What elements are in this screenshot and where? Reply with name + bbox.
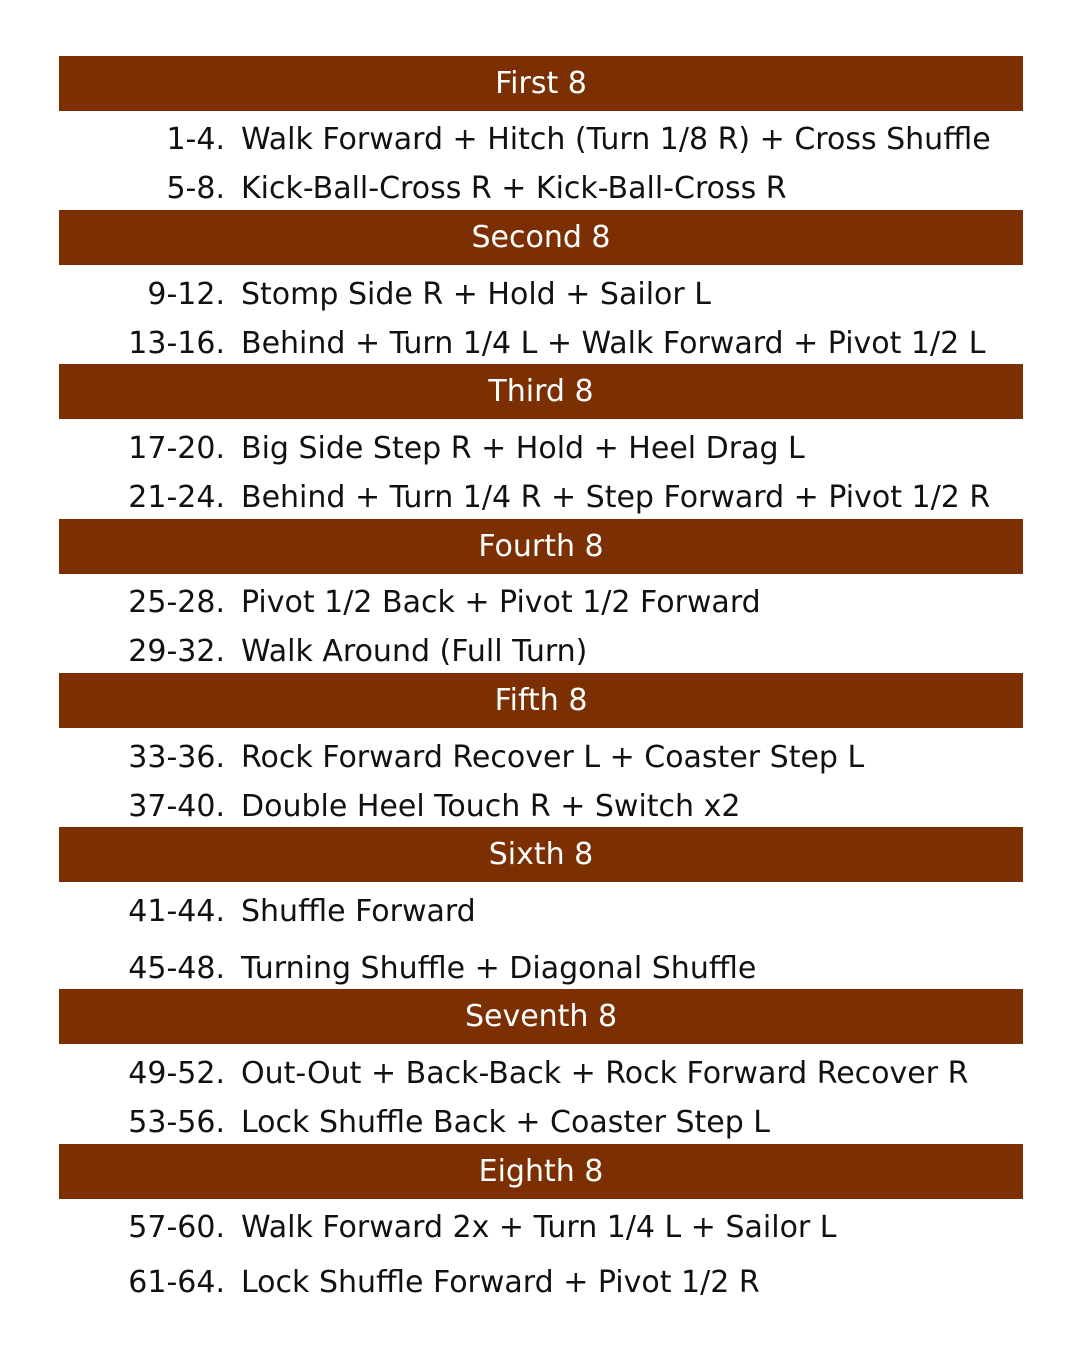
step-description: Behind + Turn 1/4 L + Walk Forward + Pivot 1/2 L (241, 326, 986, 361)
section-header: Second 8 (59, 210, 1023, 265)
step-description: Lock Shuffle Back + Coaster Step L (241, 1105, 771, 1140)
step-row (0, 949, 1080, 989)
step-counts: 53-56. (128, 1105, 225, 1140)
section-header: Eighth 8 (59, 1144, 1023, 1199)
step-row (0, 892, 1080, 932)
step-counts: 33-36. (128, 740, 225, 775)
step-row (0, 478, 1080, 518)
step-counts: 45-48. (128, 951, 225, 986)
step-row (0, 1263, 1080, 1303)
section-header: Fifth 8 (59, 673, 1023, 728)
step-counts: 49-52. (128, 1056, 225, 1091)
section-header: Third 8 (59, 364, 1023, 419)
step-description: Walk Forward 2x + Turn 1/4 L + Sailor L (241, 1210, 837, 1245)
step-description: Stomp Side R + Hold + Sailor L (241, 277, 711, 312)
step-counts: 37-40. (128, 789, 225, 824)
step-description: Turning Shuffle + Diagonal Shuffle (241, 951, 757, 986)
step-counts: 13-16. (128, 326, 225, 361)
section-header: Sixth 8 (59, 827, 1023, 882)
section-header: Seventh 8 (59, 989, 1023, 1044)
step-counts: 9-12. (147, 277, 225, 312)
step-row (0, 583, 1080, 623)
section-header: Fourth 8 (59, 519, 1023, 574)
step-counts: 21-24. (128, 480, 225, 515)
step-description: Lock Shuffle Forward + Pivot 1/2 R (241, 1265, 760, 1300)
step-description: Walk Around (Full Turn) (241, 634, 588, 669)
step-row (0, 169, 1080, 209)
step-description: Pivot 1/2 Back + Pivot 1/2 Forward (241, 585, 761, 620)
step-counts: 17-20. (128, 431, 225, 466)
step-row (0, 275, 1080, 315)
step-counts: 41-44. (128, 894, 225, 929)
step-counts: 5-8. (166, 171, 225, 206)
step-counts: 29-32. (128, 634, 225, 669)
step-row (0, 632, 1080, 672)
step-description: Walk Forward + Hitch (Turn 1/8 R) + Cross Shuffle (241, 122, 991, 157)
step-description: Shuffle Forward (241, 894, 476, 929)
section-header: First 8 (59, 56, 1023, 111)
step-row (0, 1103, 1080, 1143)
step-description: Kick-Ball-Cross R + Kick-Ball-Cross R (241, 171, 787, 206)
step-row (0, 120, 1080, 160)
step-row (0, 787, 1080, 827)
step-description: Double Heel Touch R + Switch x2 (241, 789, 741, 824)
step-row (0, 429, 1080, 469)
step-counts: 61-64. (128, 1265, 225, 1300)
step-counts: 57-60. (128, 1210, 225, 1245)
step-description: Out-Out + Back-Back + Rock Forward Recover R (241, 1056, 969, 1091)
step-counts: 1-4. (166, 122, 225, 157)
step-row (0, 1208, 1080, 1248)
step-row (0, 738, 1080, 778)
step-description: Big Side Step R + Hold + Heel Drag L (241, 431, 805, 466)
step-counts: 25-28. (128, 585, 225, 620)
step-description: Rock Forward Recover L + Coaster Step L (241, 740, 865, 775)
step-row (0, 1054, 1080, 1094)
step-description: Behind + Turn 1/4 R + Step Forward + Pivot 1/2 R (241, 480, 991, 515)
step-row (0, 324, 1080, 364)
